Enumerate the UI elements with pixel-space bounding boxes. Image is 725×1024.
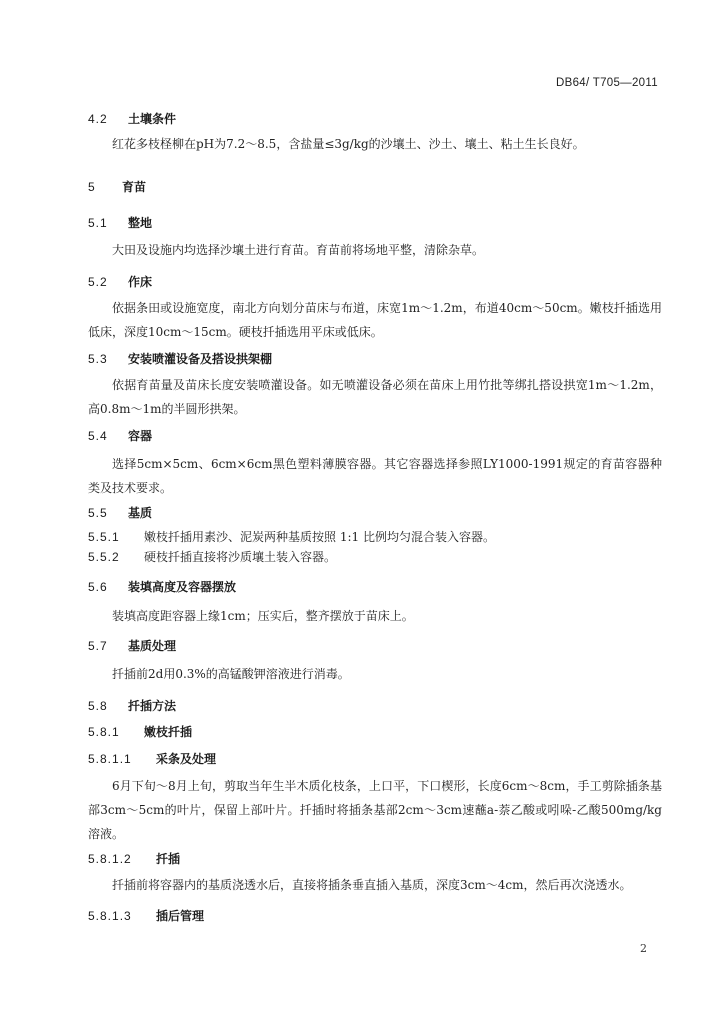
section-title: 装填高度及容器摆放 xyxy=(128,580,237,594)
paragraph-seedbed: 依据条田或设施宽度，南北方向划分苗床与布道，床宽1m～1.2m，布道40cm～50cm。嫩枝扦插选用低床，深度10cm～15cm。硬枝扦插选用平床或低床。 xyxy=(88,301,662,339)
item-text: 硬枝扦插直接将沙质壤土装入容器。 xyxy=(144,550,337,564)
section-title: 安装喷灌设备及搭设拱架棚 xyxy=(128,352,273,366)
section-number: 4.2 xyxy=(88,112,108,126)
section-title: 基质 xyxy=(128,506,153,520)
section-heading-5-8 xyxy=(88,697,176,714)
section-number: 5.8 xyxy=(88,699,108,713)
section-number: 5.8.1 xyxy=(88,725,120,739)
page-number: 2 xyxy=(640,942,647,955)
paragraph-containers: 选择5cm×5cm、6cm×6cm黑色塑料薄膜容器。其它容器选择参照LY1000-1991规定的育苗容器种类及技术要求。 xyxy=(88,457,662,495)
paragraph-irrigation-arch: 依据育苗量及苗床长度安装喷灌设备。如无喷灌设备必须在苗床上用竹批等绑扎搭设拱宽1m～1.2m，高0.8m～1m的半圆形拱架。 xyxy=(88,378,662,416)
section-heading-5-7 xyxy=(88,637,176,654)
section-heading-4-2 xyxy=(88,110,176,127)
section-number: 5.6 xyxy=(88,580,108,594)
section-heading-5-3 xyxy=(88,350,272,367)
section-number: 5.5 xyxy=(88,506,108,520)
section-heading-5-1 xyxy=(88,214,152,231)
item-number: 5.5.1 xyxy=(88,530,120,544)
section-title: 作床 xyxy=(128,275,153,289)
paragraph-substrate-treatment: 扦插前2d用0.3%的高锰酸钾溶液进行消毒。 xyxy=(112,667,350,681)
section-heading-5-4 xyxy=(88,427,152,444)
section-number: 5.4 xyxy=(88,429,108,443)
section-title: 扦插方法 xyxy=(128,699,177,713)
section-title: 采条及处理 xyxy=(156,752,217,766)
section-title: 土壤条件 xyxy=(128,112,177,126)
section-number: 5.8.1.3 xyxy=(88,909,132,923)
section-number: 5.1 xyxy=(88,216,108,230)
section-title: 育苗 xyxy=(122,180,147,194)
document-code-header: DB64/ T705—2011 xyxy=(556,77,658,89)
section-title: 嫩枝扦插 xyxy=(144,725,193,739)
section-heading-5-6 xyxy=(88,578,236,595)
section-title: 整地 xyxy=(128,216,153,230)
section-number: 5 xyxy=(88,180,96,194)
section-title: 扦插 xyxy=(156,852,181,866)
section-title: 容器 xyxy=(128,429,153,443)
section-number: 5.2 xyxy=(88,275,108,289)
section-heading-5-8-1-2 xyxy=(88,850,180,867)
paragraph-cutting-collection: 6月下旬～8月上旬，剪取当年生半木质化枝条，上口平，下口楔形，长度6cm～8cm，手工剪除插条基部3cm～5cm的叶片，保留上部叶片。扦插时将插条基部2cm～3cm速蘸a-萘乙酸或吲哚-乙酸500mg/kg溶液。 xyxy=(88,779,662,841)
section-title: 基质处理 xyxy=(128,639,177,653)
section-number: 5.8.1.2 xyxy=(88,852,132,866)
section-heading-5-2 xyxy=(88,273,152,290)
section-heading-5-8-1-3 xyxy=(88,907,204,924)
section-title: 插后管理 xyxy=(156,909,205,923)
item-text: 嫩枝扦插用素沙、泥炭两种基质按照 1:1 比例均匀混合装入容器。 xyxy=(144,530,495,544)
paragraph-land-preparation: 大田及设施内均选择沙壤土进行育苗。育苗前将场地平整，清除杂草。 xyxy=(112,243,485,257)
list-item-5-5-2 xyxy=(88,545,662,569)
section-number: 5.8.1.1 xyxy=(88,752,132,766)
section-number: 5.7 xyxy=(88,639,108,653)
section-heading-5-5 xyxy=(88,504,152,521)
section-number: 5.3 xyxy=(88,352,108,366)
section-heading-5 xyxy=(88,178,146,195)
paragraph-filling-height: 装填高度距容器上缘1cm；压实后，整齐摆放于苗床上。 xyxy=(112,609,414,623)
section-heading-5-8-1-1 xyxy=(88,750,216,767)
paragraph-cutting-insertion: 扦插前将容器内的基质浇透水后，直接将插条垂直插入基质，深度3cm～4cm，然后再次浇透水。 xyxy=(112,878,632,892)
item-number: 5.5.2 xyxy=(88,550,120,564)
section-heading-5-8-1 xyxy=(88,723,192,740)
paragraph-soil-conditions: 红花多枝柽柳在pH为7.2～8.5，含盐量≤3g/kg的沙壤土、沙土、壤土、粘土生长良好。 xyxy=(112,137,585,151)
